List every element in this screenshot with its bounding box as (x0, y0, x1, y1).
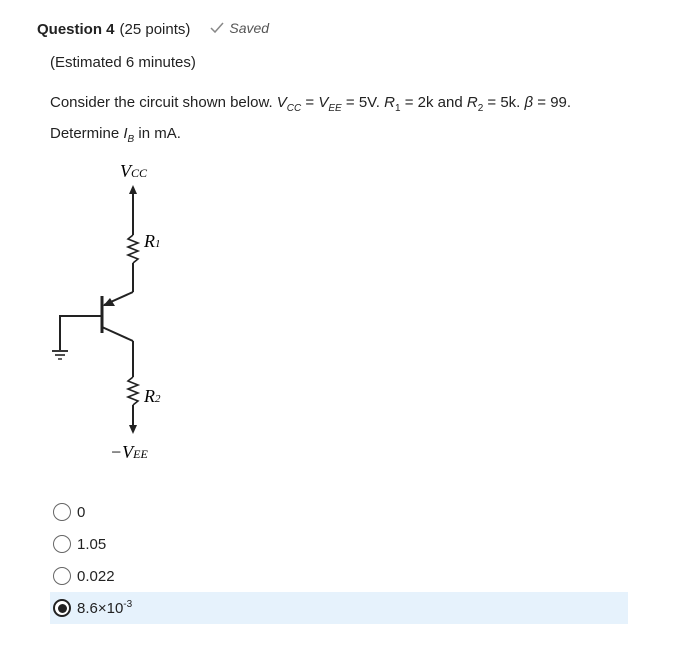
question-header (37, 20, 269, 38)
option-label: 0.022 (77, 567, 115, 585)
option-label: $8.6\times 10^{-3}$ (77, 599, 133, 617)
ground-icon (52, 351, 68, 359)
question-title: Question 4 (37, 21, 115, 38)
answer-option-2[interactable] (50, 560, 628, 592)
vee-arrow (129, 425, 137, 434)
r1-label: R1 (144, 231, 161, 251)
radio-button[interactable] (53, 503, 71, 521)
circuit-diagram (40, 155, 200, 475)
question-prompt (50, 90, 650, 152)
prompt-line-2: Determine $I_B$ in mA. (50, 125, 181, 145)
answer-option-1[interactable] (50, 528, 628, 560)
answer-options (50, 496, 628, 624)
radio-dot-icon (58, 604, 67, 613)
emitter-arrow (103, 298, 115, 306)
answer-option-3[interactable] (50, 592, 628, 624)
resistor-r2 (128, 377, 138, 405)
vcc-label: VCC (120, 161, 148, 181)
checkmark-icon (210, 22, 224, 34)
answer-option-0[interactable] (50, 496, 628, 528)
estimated-time: (Estimated 6 minutes) (50, 54, 196, 71)
base-to-ground-wire (60, 316, 102, 350)
saved-status (210, 20, 269, 36)
vcc-arrow (129, 185, 137, 194)
radio-button-selected[interactable] (53, 599, 71, 617)
saved-label: Saved (229, 20, 270, 36)
option-label: 0 (77, 503, 86, 521)
collector-lead (102, 327, 133, 341)
radio-button[interactable] (53, 535, 71, 553)
resistor-r1 (128, 235, 138, 263)
question-points: (25 points) (119, 21, 191, 38)
prompt-line-1: Consider the circuit shown below. $V_{CC} = V_{EE} = 5V$. $R_1 = 2k$ and $R_2 = 5k$. β = 99. (50, 94, 572, 114)
vee-label: −VEE (110, 442, 148, 462)
radio-button[interactable] (53, 567, 71, 585)
r2-label: R2 (144, 386, 161, 406)
option-label: 1.05 (77, 535, 107, 553)
